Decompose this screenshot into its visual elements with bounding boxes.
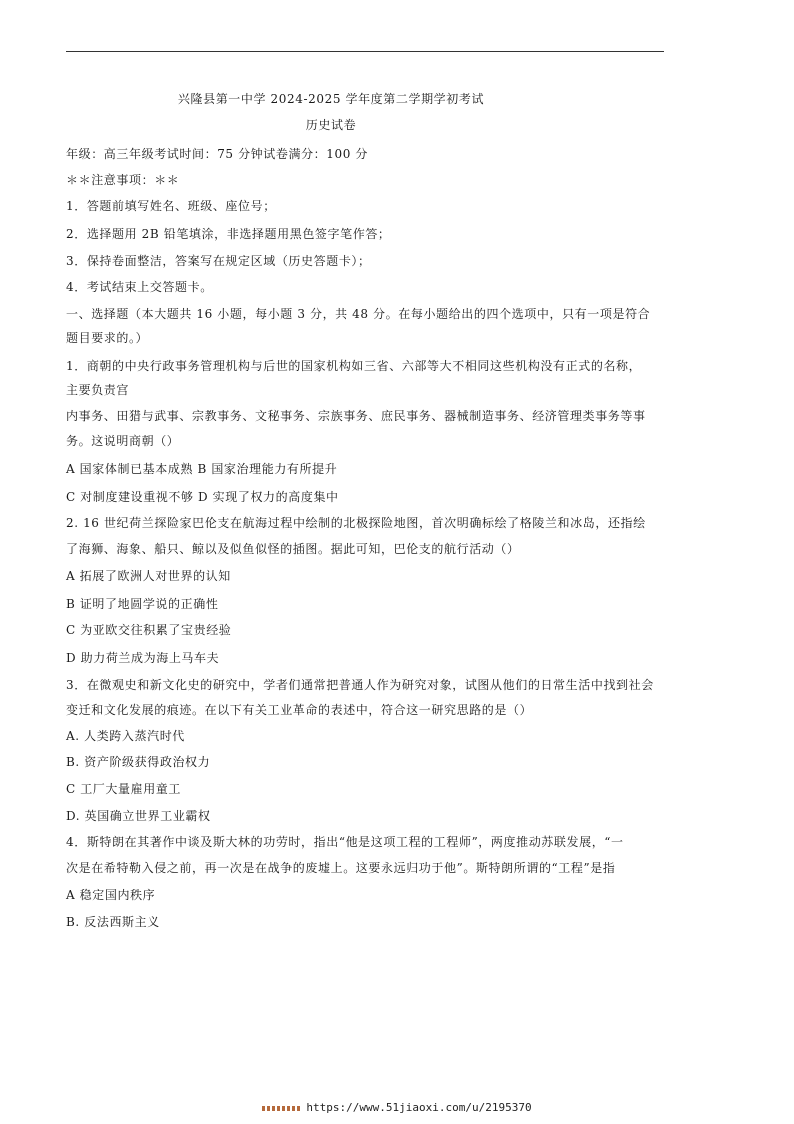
question-1-stem: 主要负责宫 — [66, 383, 130, 397]
header-rule — [66, 51, 664, 52]
notice-item: 2．选择题用 2B 铅笔填涂，非选择题用黑色签字笔作答； — [66, 227, 391, 241]
notice-item: 4．考试结束上交答题卡。 — [66, 280, 213, 294]
question-1-option: A 国家体制已基本成熟 B 国家治理能力有所提升 — [66, 462, 338, 476]
question-3-option: A. 人类跨入蒸汽时代 — [66, 729, 185, 743]
question-3-option: B. 资产阶级获得政治权力 — [66, 755, 211, 769]
question-2-option: B 证明了地圆学说的正确性 — [66, 597, 219, 611]
question-3-option: D. 英国确立世界工业霸权 — [66, 809, 211, 823]
notice-item: 1．答题前填写姓名、班级、座位号； — [66, 199, 276, 213]
question-4-option: A 稳定国内秩序 — [66, 888, 156, 902]
section-heading: 一、选择题（本大题共 16 小题，每小题 3 分，共 48 分。在每小题给出的四个选项中，只有一项是符合 — [66, 307, 651, 321]
question-3-stem: 变迁和文化发展的痕迹。在以下有关工业革命的表述中，符合这一研究思路的是（） — [66, 703, 533, 717]
exam-subject: 历史试卷 — [305, 118, 357, 132]
question-4-option: B. 反法西斯主义 — [66, 915, 160, 929]
question-1-option: C 对制度建设重视不够 D 实现了权力的高度集中 — [66, 490, 339, 504]
question-3-stem: 3．在微观史和新文化史的研究中，学者们通常把普通人作为研究对象，试图从他们的日常生活中找到社会 — [66, 678, 654, 692]
question-4-stem: 次是在希特勒入侵之前，再一次是在战争的废墟上。这要永远归功于他”。斯特朗所谓的“工程”是指 — [66, 861, 616, 875]
question-1-stem: 务。这说明商朝（） — [66, 434, 180, 448]
footer-watermark — [0, 1101, 794, 1115]
notice-item: 3．保持卷面整洁，答案写在规定区域（历史答题卡）； — [66, 254, 371, 268]
question-4-stem: 4．斯特朗在其著作中谈及斯大林的功劳时，指出“他是这项工程的工程师”，两度推动苏联发展，“一 — [66, 835, 624, 849]
question-2-option: A 拓展了欧洲人对世界的认知 — [66, 569, 231, 583]
question-2-option: C 为亚欧交往积累了宝贵经验 — [66, 623, 232, 637]
question-1-stem: 1．商朝的中央行政事务管理机构与后世的国家机构如三省、六部等大不相同这些机构没有正式的名称， — [66, 359, 642, 373]
question-2-stem: 了海狮、海象、船只、鲸以及似鱼似怪的插图。据此可知，巴伦支的航行活动（） — [66, 542, 520, 556]
question-2-stem: 2. 16 世纪荷兰探险家巴伦支在航海过程中绘制的北极探险地图，首次明确标绘了格陵兰和冰岛，还指绘 — [66, 516, 646, 530]
exam-info: 年级：高三年级考试时间：75 分钟试卷满分：100 分 — [66, 147, 369, 161]
question-3-option: C 工厂大量雇用童工 — [66, 782, 181, 796]
notice-heading: ＊＊注意事项：＊＊ — [66, 173, 180, 187]
footer-url[interactable]: https://www.51jiaoxi.com/u/2195370 — [306, 1101, 532, 1114]
section-heading-cont: 题目要求的。） — [66, 331, 149, 345]
watermark-logo-icon — [262, 1106, 300, 1111]
question-2-option: D 助力荷兰成为海上马车夫 — [66, 651, 220, 665]
question-1-stem: 内事务、田猎与武事、宗教事务、文秘事务、宗族事务、庶民事务、器械制造事务、经济管理类事务等事 — [66, 409, 646, 423]
exam-title: 兴隆县第一中学 2024-2025 学年度第二学期学初考试 — [177, 92, 485, 106]
